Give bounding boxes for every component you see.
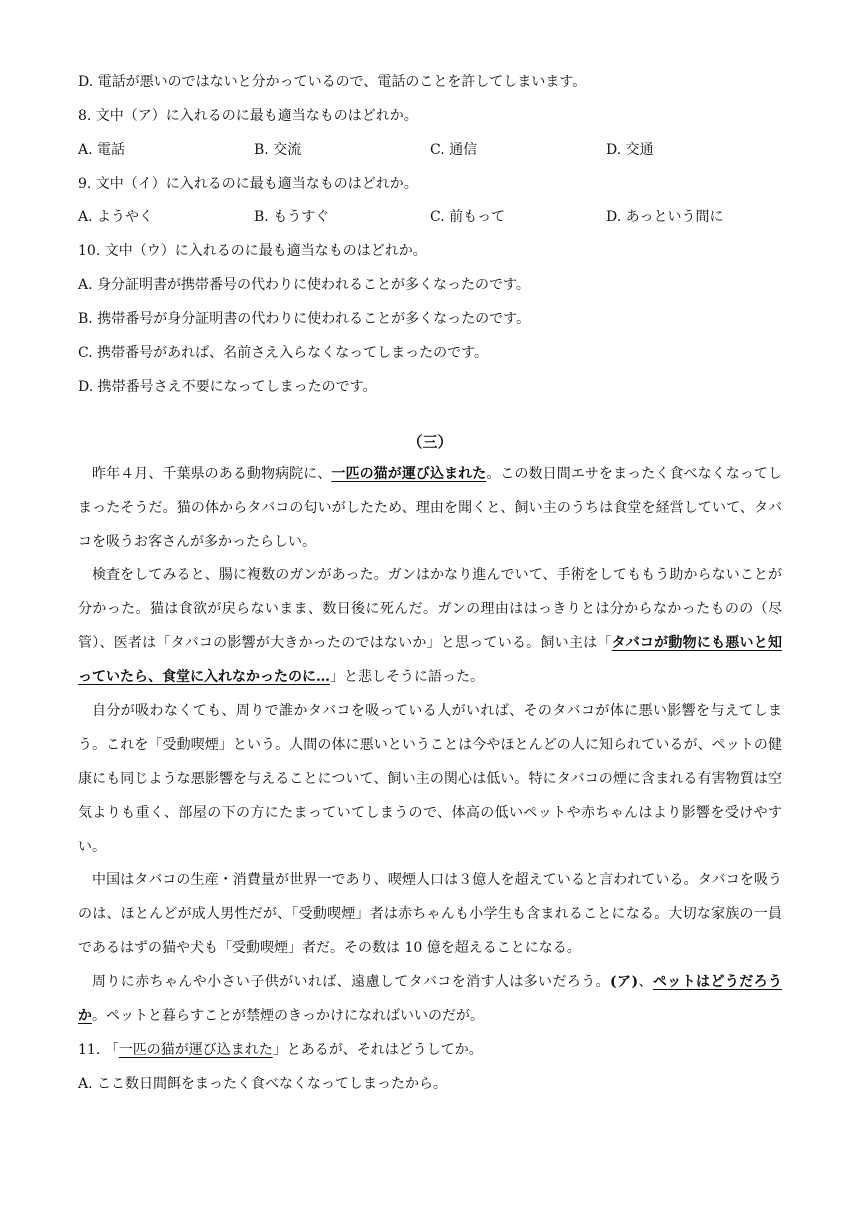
underlined-phrase-pet: ペットはどうだろうか	[78, 974, 783, 1024]
section-heading: （三）	[407, 433, 453, 451]
q10-option-b: B. 携帯番号が身分証明書の代わりに使われることが多くなったのです。	[78, 311, 531, 327]
paragraph-3: 自分が吸わなくても、周りで誰かタバコを吸っている人がいれば、そのタバコが体に悪い影響を与えてしまう。これを「受動喫煙」という。人間の体に悪いということは今やほとんどの人に知られているが、ペットの健康にも同じような悪影響を与えることについて、飼い主の関心は低い。特にタバコの煙に含まれる有害物質は空気よりも重く、部屋の下の方にたまっていてしまうので、体高の低いペットや赤ちゃんはより影響を受けやすい。	[78, 703, 782, 855]
q10-option-d: D. 携帯番号さえ不要になってしまったのです。	[78, 379, 377, 395]
q9-option-d: D. あっという間に	[606, 209, 724, 225]
q9-option-a: A. ようやく	[78, 209, 154, 225]
q8-option-c: C. 通信	[430, 142, 478, 158]
underlined-phrase-cat: 一匹の猫が運び込まれた	[331, 466, 487, 482]
q9-option-b: B. もうすぐ	[254, 209, 330, 225]
q11-option-a: A. ここ数日間餌をまったく食べなくなってしまったから。	[78, 1076, 448, 1092]
paragraph-2: 検査をしてみると、腸に複数のガンがあった。ガンはかなり進んでいて、手術をしてももう助からないことが分かった。猫は食欲が戻らないまま、数日後に死んだ。ガンの理由ははっきりとは分からなかったものの（尽管）、医者は「タバコの影響が大きかったのではないか」と思っている。飼い主は「タバコが動物にも悪いと知っていたら、食堂に入れなかったのに…」と悲しそうに語った。	[78, 567, 783, 685]
q10-option-c: C. 携帯番号があれば、名前さえ入らなくなってしまったのです。	[78, 345, 488, 361]
q8-option-b: B. 交流	[254, 142, 302, 158]
paragraph-1: 昨年４月、千葉県のある動物病院に、一匹の猫が運び込まれた。この数日間エサをまったく食べなくなってしまったそうだ。猫の体からタバコの匂いがしたため、理由を聞くと、飼い主のうちは食堂を経営していて、タバコを吸うお客さんが多かったらしい。	[78, 466, 783, 550]
q9-option-c: C. 前もって	[430, 209, 506, 225]
q9-question: 9. 文中（イ）に入れるのに最も適当なものはどれか。	[78, 176, 418, 192]
paragraph-5: 周りに赤ちゃんや小さい子供がいれば、遠慮してタバコを消す人は多いだろう。(ア)、ペットはどうだろうか。ペットと暮らすことが禁煙のきっかけになればいいのだが。	[78, 974, 783, 1024]
q10-option-a: A. 身分証明書が携帯番号の代わりに使われることが多くなったのです。	[78, 277, 530, 293]
q11-question: 11. 「一匹の猫が運び込まれた」とあるが、それはどうしてか。	[78, 1042, 483, 1058]
q8-option-d: D. 交通	[606, 142, 654, 158]
underlined-phrase-owner-quote: タバコが動物にも悪いと知っていたら、食堂に入れなかったのに…	[78, 635, 783, 685]
q8-question: 8. 文中（ア）に入れるのに最も適当なものはどれか。	[78, 108, 418, 124]
q8-option-a: A. 電話	[78, 142, 126, 158]
paragraph-4: 中国はタバコの生産・消費量が世界一であり、喫煙人口は３億人を超えていると言われている。タバコを吸うのは、ほとんどが成人男性だが、「受動喫煙」者は赤ちゃんも小学生も含まれることになる。大切な家族の一員であるはずの猫や犬も「受動喫煙」者だ。その数は 10 億を超えることになる。	[78, 872, 782, 956]
q11-underlined-phrase: 一匹の猫が運び込まれた	[118, 1042, 273, 1058]
q7-option-d: D. 電話が悪いのではないと分かっているので、電話のことを許してしまいます。	[78, 74, 587, 90]
q10-question: 10. 文中（ウ）に入れるのに最も適当なものはどれか。	[78, 243, 427, 259]
blank-a: (ア)	[610, 974, 639, 990]
